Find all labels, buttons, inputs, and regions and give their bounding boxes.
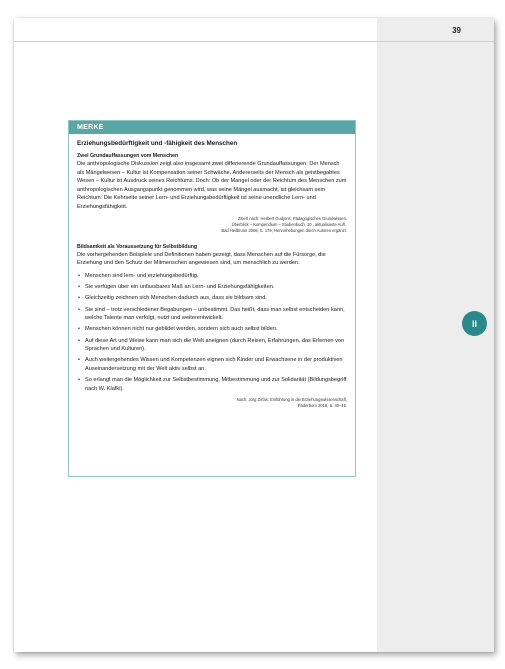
- list-item: [77, 356, 347, 373]
- list-item: [77, 283, 347, 292]
- bullet-icon: •: [78, 273, 80, 280]
- citation-line: Zitiert nach: Herbert Gudjons: Pädagogisches Grundwissen.: [238, 215, 347, 221]
- bullet-icon: •: [78, 326, 80, 333]
- bullet-icon: •: [78, 377, 80, 384]
- list-item-text: Gleichzeitig zeichnen sich Menschen dadurch aus, dass sie bildsam sind.: [85, 295, 267, 302]
- list-item: [77, 337, 347, 354]
- merke-label: MERKE: [69, 121, 355, 134]
- section1-heading: Zwei Grundauffassungen vom Menschen: [77, 153, 179, 159]
- list-item: [77, 376, 347, 393]
- citation-line: Überblick – Kompendium – Studienbuch, 10., aktualisierte Aufl.,: [231, 221, 347, 227]
- bullet-icon: •: [78, 337, 80, 344]
- bullet-icon: •: [78, 306, 80, 313]
- list-item: [77, 306, 347, 323]
- list-item-text: Sie sind – trotz verschiedener Begabungen – unbestimmt. Das heißt, dass man selbst entscheiden kann, welche Talente man verfolgt, nutzt und weiterentwickelt.: [85, 306, 345, 322]
- citation-line: Paderborn 2018, S. 40–45.: [297, 403, 347, 409]
- list-item: [77, 294, 347, 303]
- merke-box: [68, 120, 356, 477]
- bullet-list: [77, 272, 347, 393]
- bullet-icon: •: [78, 357, 80, 364]
- section1-text: Die anthropologische Diskussion zeigt also insgesamt zwei differierende Grundauffassungen: Der Mensch als Mängelwesen – Kultur ist Kompensation seiner Schwäche. Andererseits der Mensch als geistbegabtes Wesen – Kultur ist Ausdruck seines Reichtums. Doch: Ob der Mangel oder der Reichtum des Menschen zum anthropologischen Ausgangspunkt genommen wird, was seine Mängel ausmacht, ist gleichsam sein Reichtum: Die Kehrseite seiner Lern- und Erziehungsbedürftigkeit ist seine unendliche Lern- und Erziehungsfähigkeit.: [77, 161, 347, 210]
- list-item-text: Auf diese Art und Weise kann man sich die Welt aneignen (durch Reisen, Erfahrungen, das Erlernen von Sprachen und Kulturen).: [85, 337, 345, 353]
- citation-line: Nach: Jörg Zirfas: Einführung in die Erziehungswissenschaft,: [236, 397, 347, 403]
- header-rule: [14, 41, 494, 42]
- page-number: 39: [452, 26, 461, 35]
- list-item-text: Menschen können nicht nur gebildet werden, sondern sich auch selbst bilden.: [85, 326, 278, 333]
- section1-citation: [77, 216, 347, 234]
- list-item: [77, 272, 347, 281]
- list-item-text: Sie verfügen über ein unfassbares Maß an Lern- und Erziehungsfähigkeiten.: [85, 284, 275, 291]
- bullet-icon: •: [78, 284, 80, 291]
- bullet-icon: •: [78, 295, 80, 302]
- section2-citation: [77, 397, 347, 409]
- merke-body: [69, 134, 355, 410]
- section2-heading: Bildsamkeit als Voraussetzung für Selbstbildung: [77, 243, 198, 250]
- list-item-text: So erlangt man die Möglichkeit zur Selbstbestimmung, Mitbestimmung und zur Solidarität (Bildungsbegriff nach W. Klafki).: [85, 377, 347, 392]
- list-item: [77, 325, 347, 334]
- chapter-tab[interactable]: II: [462, 311, 487, 336]
- box-title: Erziehungsbedürftigkeit und -fähigkeit des Menschen: [77, 140, 238, 147]
- list-item-text: Auch weitergehendes Wissen und Kompetenzen eignen sich Kinder und Erwachsene in der produktiven Auseinandersetzung mit der Welt aktiv selbst an.: [85, 357, 343, 372]
- section2-intro: Die vorhergehenden Beispiele und Definitionen haben gezeigt, dass Menschen auf die Fürsorge, die Erziehung und den Schutz der Mitmenschen angewiesen sind, um menschlich zu werden.: [77, 251, 326, 267]
- citation-line: Bad Heilbrunn 2008, S. 179; Hervorhebungen durch Autoren ergänzt.: [221, 227, 347, 233]
- list-item-text: Menschen sind lern- und erziehungsbedürftig.: [85, 273, 199, 280]
